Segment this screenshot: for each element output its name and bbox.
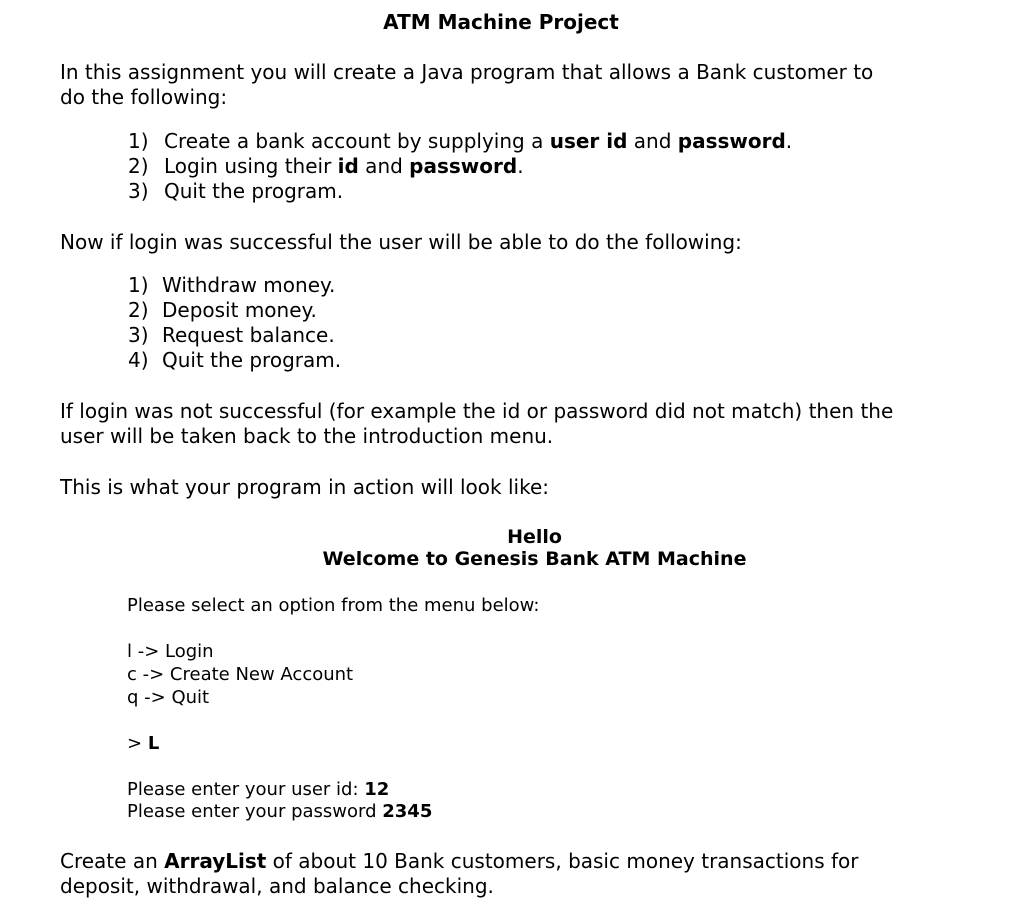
input-prefix: >	[127, 733, 148, 754]
bold-term: id	[337, 154, 359, 178]
list-number: 2)	[128, 154, 149, 178]
list-item	[128, 129, 792, 154]
list-item	[128, 298, 341, 323]
fail-line-2: user will be taken back to the introduction menu.	[60, 424, 554, 448]
list-text: Quit the program.	[162, 348, 342, 372]
sample-prompt: Please select an option from the menu below:	[127, 595, 540, 616]
list-item	[128, 348, 341, 373]
input-value: L	[147, 733, 160, 754]
page-title: ATM Machine Project	[383, 10, 619, 34]
sample-welcome: Welcome to Genesis Bank ATM Machine	[322, 548, 747, 570]
list-item	[128, 273, 341, 298]
closing-text: Create an	[60, 849, 165, 873]
list-number: 2)	[128, 298, 149, 322]
list-item	[128, 179, 792, 204]
password-label: Please enter your password	[127, 801, 383, 822]
list-text: Quit the program.	[164, 179, 344, 203]
list-number: 4)	[128, 348, 149, 372]
list-text: Deposit money.	[162, 298, 317, 322]
fail-paragraph	[60, 399, 960, 449]
login-intro: Now if login was successful the user will be able to do the following:	[60, 230, 742, 254]
sample-option-quit: q -> Quit	[127, 687, 210, 708]
intro-line-2: do the following:	[60, 85, 228, 109]
userid-value: 12	[364, 779, 390, 800]
list-text: .	[785, 129, 793, 153]
list-number: 3)	[128, 179, 149, 203]
list-text: Login using their	[164, 154, 338, 178]
first-menu-list	[128, 129, 792, 204]
list-text: Request balance.	[162, 323, 335, 347]
second-menu-list	[128, 273, 341, 373]
intro-line-1: In this assignment you will create a Java program that allows a Bank customer to	[60, 60, 874, 84]
arraylist-term: ArrayList	[164, 849, 267, 873]
list-text: .	[517, 154, 524, 178]
list-item	[128, 154, 792, 179]
list-text: Create a bank account by supplying a	[164, 129, 550, 153]
password-value: 2345	[382, 801, 433, 822]
sample-password-line	[127, 800, 432, 823]
intro-paragraph	[60, 60, 960, 110]
sample-option-login: l -> Login	[127, 641, 214, 662]
list-number: 3)	[128, 323, 149, 347]
sample-input-line	[127, 732, 159, 755]
list-item	[128, 323, 341, 348]
list-text: Withdraw money.	[162, 273, 336, 297]
closing-text: of about 10 Bank customers, basic money transactions for	[266, 849, 859, 873]
closing-paragraph	[60, 849, 960, 899]
fail-line-1: If login was not successful (for example the id or password did not match) then the	[60, 399, 894, 423]
bold-term: password	[409, 154, 518, 178]
closing-line-2: deposit, withdrawal, and balance checking.	[60, 874, 494, 898]
sample-hello: Hello	[507, 526, 562, 548]
bold-term: user id	[549, 129, 628, 153]
list-number: 1)	[128, 273, 149, 297]
list-text: and	[627, 129, 678, 153]
list-number: 1)	[128, 129, 149, 153]
sample-option-create: c -> Create New Account	[127, 664, 354, 685]
list-text: and	[358, 154, 410, 178]
sample-userid-line	[127, 778, 389, 801]
action-intro: This is what your program in action will look like:	[60, 475, 549, 499]
userid-label: Please enter your user id:	[127, 779, 365, 800]
bold-term: password	[677, 129, 786, 153]
